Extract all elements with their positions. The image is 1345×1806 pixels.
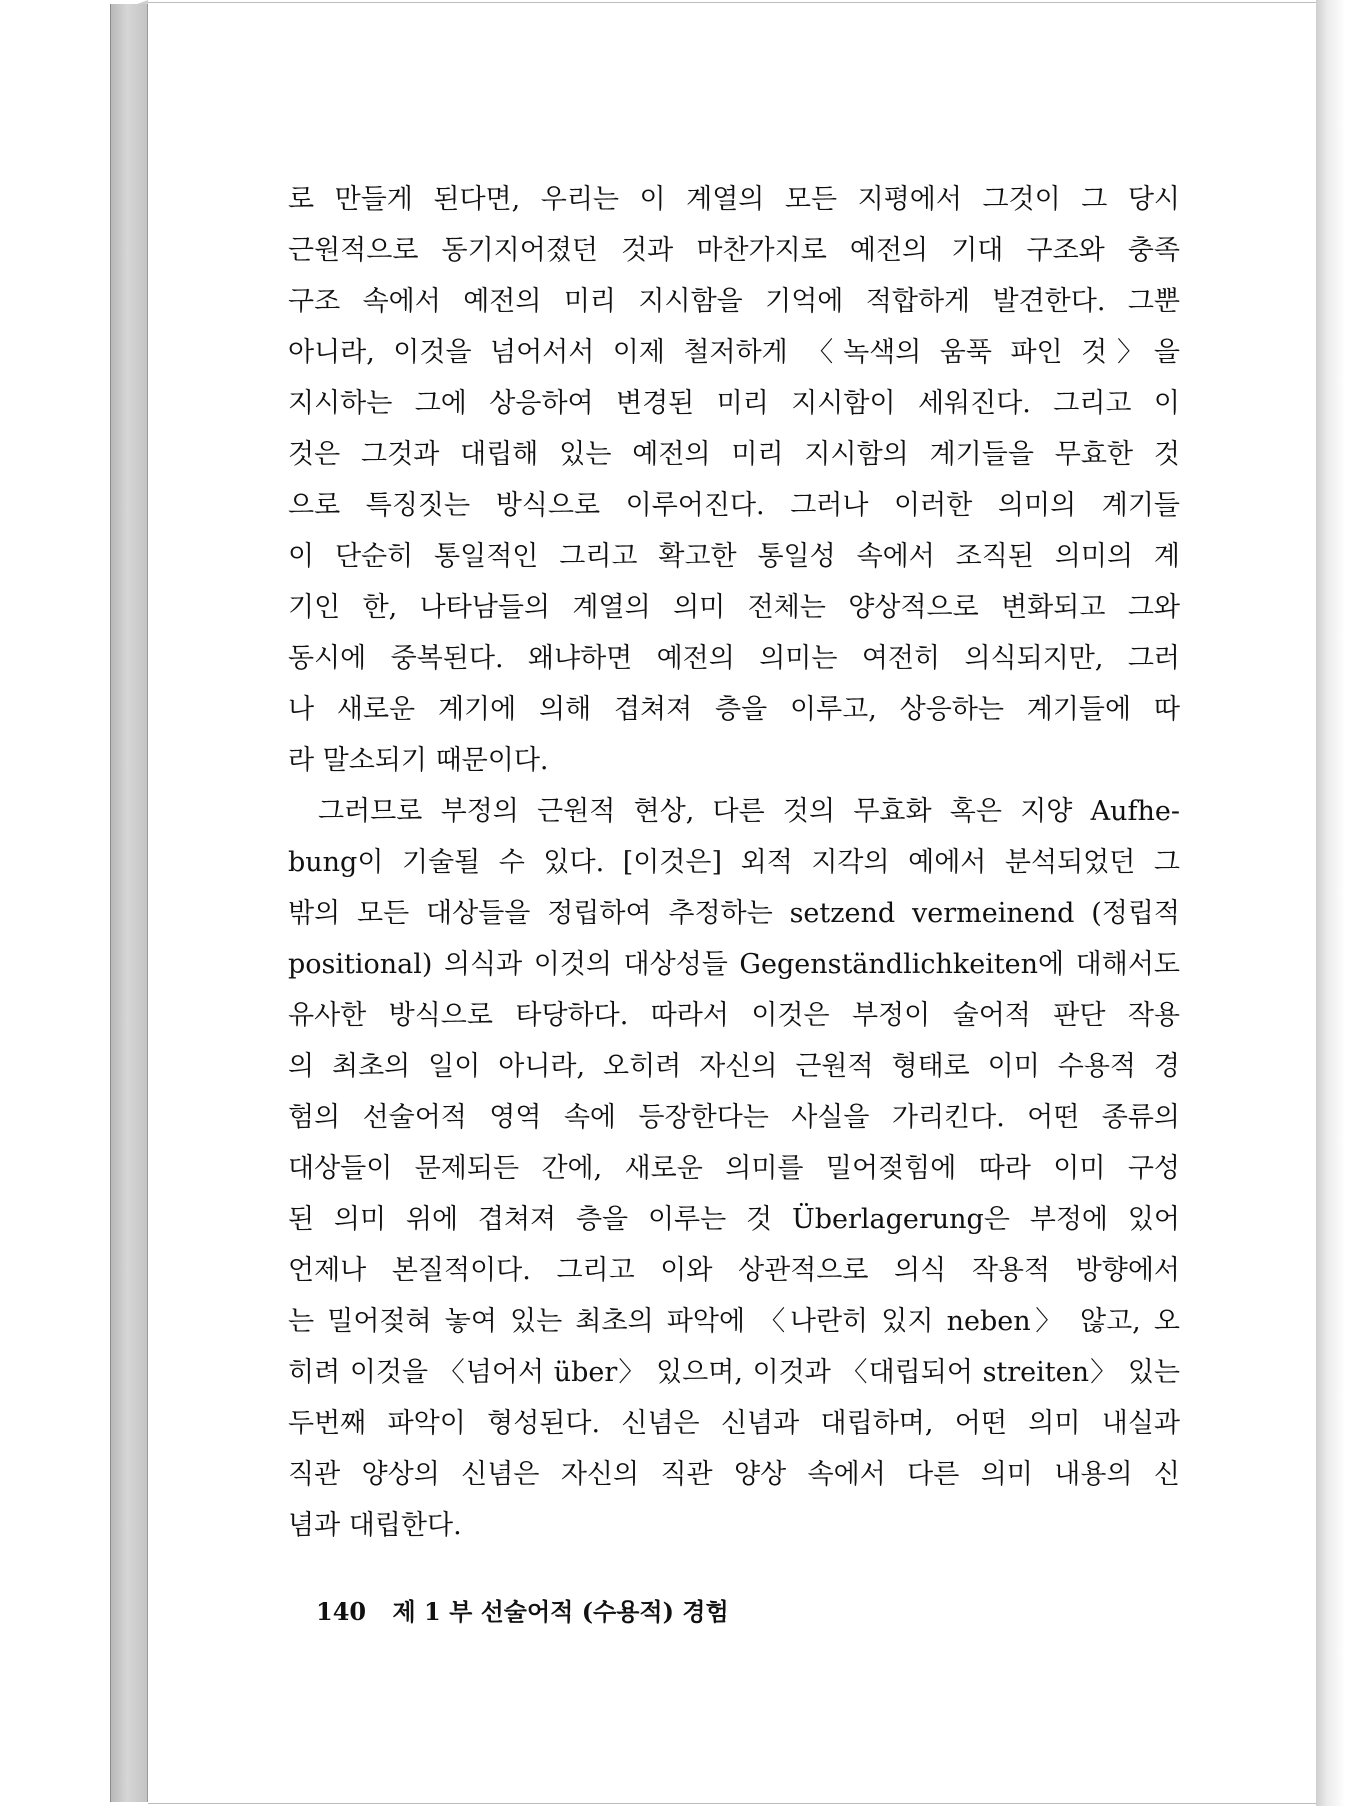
page-footer: [316, 1592, 729, 1627]
text-line: 대상들이 문제되든 간에, 새로운 의미를 밀어젖힘에 따라 이미 구성: [288, 1153, 1180, 1184]
text-line: 라 말소되기 때문이다.: [288, 745, 549, 776]
text-line: 나 새로운 계기에 의해 겹쳐져 층을 이루고, 상응하는 계기들에 따: [288, 694, 1180, 725]
text-line: bung이 기술될 수 있다. [이것은] 외적 지각의 예에서 분석되었던 그: [288, 847, 1180, 878]
text-line: 구조 속에서 예전의 미리 지시함을 기억에 적합하게 발견한다. 그뿐: [288, 286, 1180, 317]
text-line: 언제나 본질적이다. 그리고 이와 상관적으로 의식 작용적 방향에서: [288, 1255, 1180, 1286]
text-line: 지시하는 그에 상응하여 변경된 미리 지시함이 세워진다. 그리고 이: [288, 388, 1180, 419]
text-line: 것은 그것과 대립해 있는 예전의 미리 지시함의 계기들을 무효한 것: [288, 439, 1180, 470]
text-line: 기인 한, 나타남들의 계열의 의미 전체는 양상적으로 변화되고 그와: [288, 592, 1180, 623]
page-edge-shadow: [1316, 0, 1345, 1806]
page-number: 140: [316, 1597, 367, 1626]
text-line: 아니라, 이것을 넘어서서 이제 철저하게 〈녹색의 움푹 파인 것〉을: [288, 337, 1180, 368]
text-line: 이 단순히 통일적인 그리고 확고한 통일성 속에서 조직된 의미의 계: [288, 541, 1180, 572]
running-section-title: 제 1 부 선술어적 (수용적) 경험: [392, 1597, 729, 1626]
text-line: 밖의 모든 대상들을 정립하여 추정하는 setzend vermeinend (정립적: [288, 898, 1180, 929]
text-line: 두번째 파악이 형성된다. 신념은 신념과 대립하며, 어떤 의미 내실과: [288, 1408, 1180, 1439]
text-line: 으로 특징짓는 방식으로 이루어진다. 그러나 이러한 의미의 계기들: [288, 490, 1180, 521]
text-line: 히려 이것을 〈넘어서 über〉 있으며, 이것과 〈대립되어 streiten〉 있는: [288, 1357, 1180, 1388]
text-line: 직관 양상의 신념은 자신의 직관 양상 속에서 다른 의미 내용의 신: [288, 1459, 1180, 1490]
text-line: 근원적으로 동기지어졌던 것과 마찬가지로 예전의 기대 구조와 충족: [288, 235, 1180, 266]
text-line: 로 만들게 된다면, 우리는 이 계열의 모든 지평에서 그것이 그 당시: [288, 184, 1180, 215]
text-line: 유사한 방식으로 타당하다. 따라서 이것은 부정이 술어적 판단 작용: [288, 1000, 1180, 1031]
body-text: [288, 174, 1180, 1551]
text-line: 된 의미 위에 겹쳐져 층을 이루는 것 Überlagerung은 부정에 있어: [288, 1204, 1180, 1235]
text-line: 동시에 중복된다. 왜냐하면 예전의 의미는 여전히 의식되지만, 그러: [288, 643, 1180, 674]
text-line: positional) 의식과 이것의 대상성들 Gegenständlichkeiten에 대해서도: [288, 949, 1180, 980]
text-line: 험의 선술어적 영역 속에 등장한다는 사실을 가리킨다. 어떤 종류의: [288, 1102, 1180, 1133]
text-line: 념과 대립한다.: [288, 1510, 462, 1541]
text-line: 의 최초의 일이 아니라, 오히려 자신의 근원적 형태로 이미 수용적 경: [288, 1051, 1180, 1082]
text-line-paragraph-start: 그러므로 부정의 근원적 현상, 다른 것의 무효화 혹은 지양 Aufhe-: [318, 796, 1180, 827]
book-spine: [110, 4, 148, 1802]
text-line: 는 밀어젖혀 놓여 있는 최초의 파악에 〈나란히 있지 neben〉 않고, 오: [288, 1306, 1180, 1337]
